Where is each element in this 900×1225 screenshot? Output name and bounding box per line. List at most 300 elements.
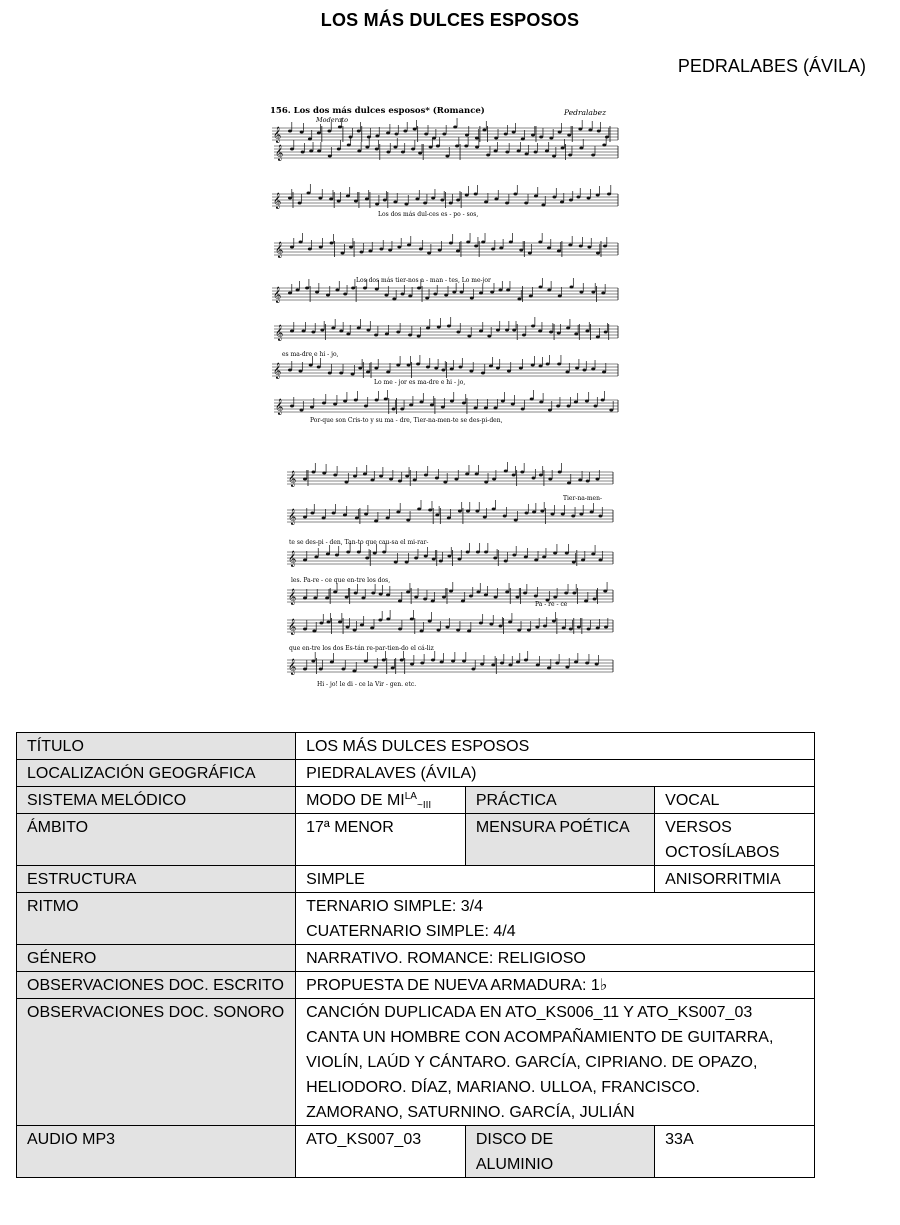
location-heading: PEDRALABES (ÁVILA) bbox=[677, 56, 866, 76]
note-icon bbox=[552, 620, 556, 623]
music-staff bbox=[274, 233, 618, 258]
clef-icon: 𝄞 bbox=[288, 551, 297, 567]
clef-icon: 𝄞 bbox=[275, 145, 284, 161]
note-icon bbox=[492, 508, 496, 511]
note-icon bbox=[450, 368, 454, 371]
note-icon bbox=[303, 478, 307, 481]
note-icon bbox=[322, 402, 326, 405]
note-icon bbox=[517, 150, 521, 153]
note-icon bbox=[456, 629, 460, 632]
note-icon bbox=[424, 474, 428, 477]
note-icon bbox=[511, 403, 515, 406]
cell-label: RITMO bbox=[17, 893, 296, 945]
note-icon bbox=[491, 664, 495, 667]
cell-structure: SIMPLE bbox=[296, 866, 655, 893]
note-icon bbox=[300, 409, 304, 412]
note-icon bbox=[346, 551, 350, 554]
note-icon bbox=[484, 201, 488, 204]
note-icon bbox=[424, 555, 428, 558]
note-icon bbox=[424, 133, 428, 136]
note-icon bbox=[333, 474, 337, 477]
lyric-line: Pa - re - ce bbox=[535, 601, 568, 608]
lyric-line: Los dos más dul-ces es - po - sos, bbox=[378, 211, 479, 218]
note-icon bbox=[363, 473, 367, 476]
note-icon bbox=[437, 629, 441, 632]
note-icon bbox=[519, 249, 523, 252]
note-icon bbox=[579, 147, 583, 150]
note-icon bbox=[338, 621, 342, 624]
note-icon bbox=[420, 662, 424, 665]
note-icon bbox=[308, 138, 312, 141]
note-icon bbox=[403, 130, 407, 133]
note-icon bbox=[503, 515, 507, 518]
note-icon bbox=[392, 298, 396, 301]
note-icon bbox=[288, 197, 292, 200]
table-row bbox=[17, 1126, 815, 1178]
note-icon bbox=[483, 516, 487, 519]
note-icon bbox=[565, 552, 569, 555]
cell-label: ESTRUCTURA bbox=[17, 866, 296, 893]
note-icon bbox=[566, 327, 570, 330]
note-icon bbox=[407, 244, 411, 247]
note-icon bbox=[464, 145, 468, 148]
note-icon bbox=[517, 298, 521, 301]
note-icon bbox=[572, 592, 576, 595]
note-icon bbox=[499, 289, 503, 292]
note-icon bbox=[423, 598, 427, 601]
note-icon bbox=[499, 247, 503, 250]
note-icon bbox=[337, 148, 341, 151]
note-icon bbox=[405, 475, 409, 478]
note-icon bbox=[301, 151, 305, 154]
note-icon bbox=[364, 660, 368, 663]
note-icon bbox=[604, 331, 608, 334]
clef-icon: 𝄞 bbox=[288, 589, 297, 605]
cell-line: CUATERNARIO SIMPLE: 4/4 bbox=[306, 923, 516, 940]
note-icon bbox=[558, 471, 562, 474]
note-icon bbox=[505, 591, 509, 594]
note-icon bbox=[469, 595, 473, 598]
note-icon bbox=[302, 330, 306, 333]
note-icon bbox=[288, 130, 292, 133]
note-icon bbox=[365, 557, 369, 560]
cell-line: CANTA UN HOMBRE CON ACOMPAÑAMIENTO DE GUITARRA, bbox=[306, 1029, 774, 1046]
note-icon bbox=[405, 561, 409, 564]
note-icon bbox=[599, 559, 603, 562]
note-icon bbox=[556, 405, 560, 408]
note-icon bbox=[552, 196, 556, 199]
note-icon bbox=[539, 286, 543, 289]
note-icon bbox=[494, 137, 498, 140]
note-icon bbox=[325, 597, 329, 600]
note-icon bbox=[601, 399, 605, 402]
note-icon bbox=[408, 295, 412, 298]
note-icon bbox=[491, 248, 495, 251]
cell-range: 17ª MENOR bbox=[296, 814, 466, 866]
note-icon bbox=[489, 623, 493, 626]
note-icon bbox=[375, 135, 379, 138]
note-icon bbox=[475, 137, 479, 140]
note-icon bbox=[397, 246, 401, 249]
note-icon bbox=[338, 126, 342, 129]
note-icon bbox=[303, 597, 307, 600]
note-icon bbox=[406, 519, 410, 522]
note-icon bbox=[591, 368, 595, 371]
note-icon bbox=[547, 289, 551, 292]
cell-genre: NARRATIVO. ROMANCE: RELIGIOSO bbox=[296, 945, 815, 972]
note-icon bbox=[591, 291, 595, 294]
note-icon bbox=[494, 596, 498, 599]
note-icon bbox=[374, 367, 378, 370]
note-icon bbox=[375, 203, 379, 206]
note-icon bbox=[364, 405, 368, 408]
score-heading: 156. Los dos más dulces esposos* (Romance) bbox=[270, 106, 485, 116]
note-icon bbox=[331, 327, 335, 330]
note-icon bbox=[401, 151, 405, 154]
note-icon bbox=[474, 193, 478, 196]
note-icon bbox=[379, 593, 383, 596]
note-icon bbox=[373, 666, 377, 669]
note-icon bbox=[290, 330, 294, 333]
note-icon bbox=[591, 154, 595, 157]
note-icon bbox=[440, 661, 444, 664]
note-icon bbox=[449, 590, 453, 593]
note-icon bbox=[568, 244, 572, 247]
cell-practice: VOCAL bbox=[655, 787, 815, 814]
note-icon bbox=[551, 513, 555, 516]
note-icon bbox=[553, 552, 557, 555]
score-tempo: Moderato bbox=[316, 116, 349, 124]
sheet-music-image-bottom bbox=[283, 460, 619, 690]
cell-poetic-meter bbox=[655, 814, 815, 866]
note-icon bbox=[309, 150, 313, 153]
note-icon bbox=[332, 512, 336, 515]
note-icon bbox=[436, 145, 440, 148]
note-icon bbox=[516, 661, 520, 664]
note-icon bbox=[532, 477, 536, 480]
note-icon bbox=[392, 408, 396, 411]
note-icon bbox=[365, 198, 369, 201]
note-icon bbox=[335, 554, 339, 557]
note-icon bbox=[343, 400, 347, 403]
sheet-music-image-top bbox=[268, 98, 624, 434]
metadata-table bbox=[16, 732, 815, 1178]
clef-icon: 𝄞 bbox=[273, 127, 282, 143]
note-icon bbox=[435, 477, 439, 480]
note-icon bbox=[535, 626, 539, 629]
note-icon bbox=[465, 134, 469, 137]
table-row bbox=[17, 760, 815, 787]
note-icon bbox=[430, 404, 434, 407]
note-icon bbox=[587, 197, 591, 200]
note-icon bbox=[320, 329, 324, 332]
note-icon bbox=[540, 510, 544, 513]
note-icon bbox=[345, 596, 349, 599]
table-row bbox=[17, 787, 815, 814]
note-icon bbox=[373, 552, 377, 555]
note-icon bbox=[536, 664, 540, 667]
note-icon bbox=[596, 627, 600, 630]
note-icon bbox=[341, 252, 345, 255]
note-icon bbox=[352, 670, 356, 673]
cell-label: TÍTULO bbox=[17, 733, 296, 760]
note-icon bbox=[360, 251, 364, 254]
note-icon bbox=[374, 520, 378, 523]
note-icon bbox=[474, 245, 478, 248]
note-icon bbox=[531, 325, 535, 328]
note-icon bbox=[450, 400, 454, 403]
note-icon bbox=[566, 371, 570, 374]
note-icon bbox=[333, 403, 337, 406]
note-icon bbox=[476, 591, 480, 594]
note-icon bbox=[519, 367, 523, 370]
note-icon bbox=[496, 367, 500, 370]
note-icon bbox=[438, 249, 442, 252]
cell-line: CANCIÓN DUPLICADA EN ATO_KS006_11 Y ATO_KS007_03 bbox=[306, 1004, 753, 1021]
note-icon bbox=[307, 192, 311, 195]
clef-icon: 𝄞 bbox=[288, 659, 297, 675]
note-icon bbox=[441, 406, 445, 409]
note-icon bbox=[339, 372, 343, 375]
note-icon bbox=[322, 472, 326, 475]
cell-line: VERSOS bbox=[665, 819, 732, 836]
melodic-mode-sub: ~III bbox=[416, 800, 432, 811]
note-icon bbox=[433, 293, 437, 296]
note-icon bbox=[471, 668, 475, 671]
note-icon bbox=[532, 511, 536, 514]
note-icon bbox=[591, 553, 595, 556]
note-icon bbox=[426, 327, 430, 330]
note-icon bbox=[561, 147, 565, 150]
note-icon bbox=[442, 596, 446, 599]
note-icon bbox=[481, 372, 485, 375]
note-icon bbox=[355, 517, 359, 520]
note-icon bbox=[475, 510, 479, 513]
note-icon bbox=[361, 597, 365, 600]
note-icon bbox=[375, 288, 379, 291]
note-icon bbox=[357, 150, 361, 153]
cell-line: ZAMORANO, SATURNINO. GARCÍA, JULIÁN bbox=[306, 1104, 635, 1121]
note-icon bbox=[313, 597, 317, 600]
note-icon bbox=[351, 287, 355, 290]
note-icon bbox=[496, 329, 500, 332]
note-icon bbox=[466, 551, 470, 554]
note-icon bbox=[505, 151, 509, 154]
note-icon bbox=[482, 129, 486, 132]
note-icon bbox=[593, 598, 597, 601]
note-icon bbox=[584, 600, 588, 603]
note-icon bbox=[604, 626, 608, 629]
note-icon bbox=[368, 250, 372, 253]
note-icon bbox=[386, 132, 390, 135]
note-icon bbox=[447, 555, 451, 558]
table-row bbox=[17, 733, 815, 760]
note-icon bbox=[371, 592, 375, 595]
note-icon bbox=[525, 512, 529, 515]
note-icon bbox=[300, 131, 304, 134]
note-icon bbox=[330, 661, 334, 664]
note-icon bbox=[539, 474, 543, 477]
note-icon bbox=[541, 204, 545, 207]
cell-audio-notes bbox=[296, 999, 815, 1126]
note-icon bbox=[590, 511, 594, 514]
note-icon bbox=[357, 551, 361, 554]
note-icon bbox=[585, 662, 589, 665]
note-icon bbox=[508, 621, 512, 624]
note-icon bbox=[506, 289, 510, 292]
note-icon bbox=[379, 248, 383, 251]
note-icon bbox=[414, 557, 418, 560]
note-icon bbox=[574, 401, 578, 404]
note-icon bbox=[547, 247, 551, 250]
table-row bbox=[17, 945, 815, 972]
note-icon bbox=[435, 514, 439, 517]
cell-label: OBSERVACIONES DOC. SONORO bbox=[17, 999, 296, 1126]
music-staff bbox=[287, 610, 613, 635]
cell-title: LOS MÁS DULCES ESPOSOS bbox=[296, 733, 815, 760]
note-icon bbox=[329, 198, 333, 201]
note-icon bbox=[386, 517, 390, 520]
note-icon bbox=[393, 201, 397, 204]
note-icon bbox=[319, 668, 323, 671]
note-icon bbox=[428, 620, 432, 623]
note-icon bbox=[453, 126, 457, 129]
note-icon bbox=[534, 595, 538, 598]
cell-location: PIEDRALAVES (ÁVILA) bbox=[296, 760, 815, 787]
note-icon bbox=[454, 478, 458, 481]
music-staff bbox=[274, 390, 618, 415]
note-icon bbox=[598, 515, 602, 518]
note-icon bbox=[582, 369, 586, 372]
note-icon bbox=[514, 519, 518, 522]
note-icon bbox=[314, 556, 318, 559]
note-icon bbox=[577, 626, 581, 629]
music-staff bbox=[274, 317, 618, 341]
note-icon bbox=[476, 551, 480, 554]
note-icon bbox=[523, 592, 527, 595]
note-icon bbox=[564, 592, 568, 595]
note-icon bbox=[328, 155, 332, 158]
note-icon bbox=[587, 246, 591, 249]
note-icon bbox=[479, 622, 483, 625]
note-icon bbox=[386, 618, 390, 621]
note-icon bbox=[465, 473, 469, 476]
note-icon bbox=[572, 561, 576, 564]
note-icon bbox=[524, 202, 528, 205]
note-icon bbox=[310, 512, 314, 515]
note-icon bbox=[486, 154, 490, 157]
note-icon bbox=[429, 146, 433, 149]
note-icon bbox=[416, 363, 420, 366]
note-icon bbox=[309, 364, 313, 367]
note-icon bbox=[326, 294, 330, 297]
note-icon bbox=[509, 241, 513, 244]
note-icon bbox=[569, 199, 573, 202]
note-icon bbox=[578, 479, 582, 482]
note-icon bbox=[574, 333, 578, 336]
note-icon bbox=[481, 241, 485, 244]
note-icon bbox=[310, 406, 314, 409]
note-icon bbox=[423, 202, 427, 205]
note-icon bbox=[353, 475, 357, 478]
clef-icon: 𝄞 bbox=[273, 287, 282, 303]
note-icon bbox=[576, 196, 580, 199]
note-icon bbox=[400, 408, 404, 411]
note-icon bbox=[326, 553, 330, 556]
score-staves bbox=[287, 462, 613, 675]
note-icon bbox=[354, 399, 358, 402]
note-icon bbox=[484, 481, 488, 484]
note-icon bbox=[521, 138, 525, 141]
note-icon bbox=[484, 594, 488, 597]
note-icon bbox=[596, 336, 600, 339]
note-icon bbox=[404, 203, 408, 206]
note-icon bbox=[303, 559, 307, 562]
note-icon bbox=[385, 294, 389, 297]
cell-disc: 33A bbox=[655, 1126, 815, 1178]
note-icon bbox=[557, 332, 561, 335]
note-icon bbox=[603, 590, 607, 593]
note-icon bbox=[562, 627, 566, 630]
note-icon bbox=[546, 363, 550, 366]
note-icon bbox=[494, 198, 498, 201]
note-icon bbox=[484, 551, 488, 554]
note-icon bbox=[446, 626, 450, 629]
note-icon bbox=[386, 594, 390, 597]
clef-icon: 𝄞 bbox=[275, 399, 284, 415]
note-icon bbox=[467, 630, 471, 633]
note-icon bbox=[426, 366, 430, 369]
note-icon bbox=[410, 663, 414, 666]
note-icon bbox=[367, 329, 371, 332]
note-icon bbox=[605, 136, 609, 139]
note-icon bbox=[531, 134, 535, 137]
note-icon bbox=[363, 287, 367, 290]
note-icon bbox=[548, 478, 552, 481]
note-icon bbox=[588, 129, 592, 132]
page-title: LOS MÁS DULCES ESPOSOS bbox=[320, 10, 580, 30]
note-icon bbox=[341, 668, 345, 671]
note-icon bbox=[505, 329, 509, 332]
cell-rhythm bbox=[296, 893, 815, 945]
note-icon bbox=[290, 246, 294, 249]
note-icon bbox=[386, 371, 390, 374]
note-icon bbox=[445, 155, 449, 158]
note-icon bbox=[322, 517, 326, 520]
note-icon bbox=[357, 130, 361, 133]
note-icon bbox=[288, 292, 292, 295]
note-icon bbox=[406, 591, 410, 594]
note-icon bbox=[543, 625, 547, 628]
note-icon bbox=[303, 628, 307, 631]
note-icon bbox=[558, 131, 562, 134]
note-icon bbox=[407, 364, 411, 367]
note-icon bbox=[586, 480, 590, 483]
note-icon bbox=[391, 667, 395, 670]
note-icon bbox=[469, 370, 473, 373]
note-icon bbox=[396, 364, 400, 367]
note-icon bbox=[364, 513, 368, 516]
note-icon bbox=[579, 245, 583, 248]
note-icon bbox=[579, 291, 583, 294]
note-icon bbox=[596, 252, 600, 255]
note-icon bbox=[552, 155, 556, 158]
note-icon bbox=[603, 245, 607, 248]
note-icon bbox=[517, 629, 521, 632]
note-icon bbox=[414, 596, 418, 599]
note-icon bbox=[449, 202, 453, 205]
cell-structure-extra: ANISORRITMIA bbox=[655, 866, 815, 893]
